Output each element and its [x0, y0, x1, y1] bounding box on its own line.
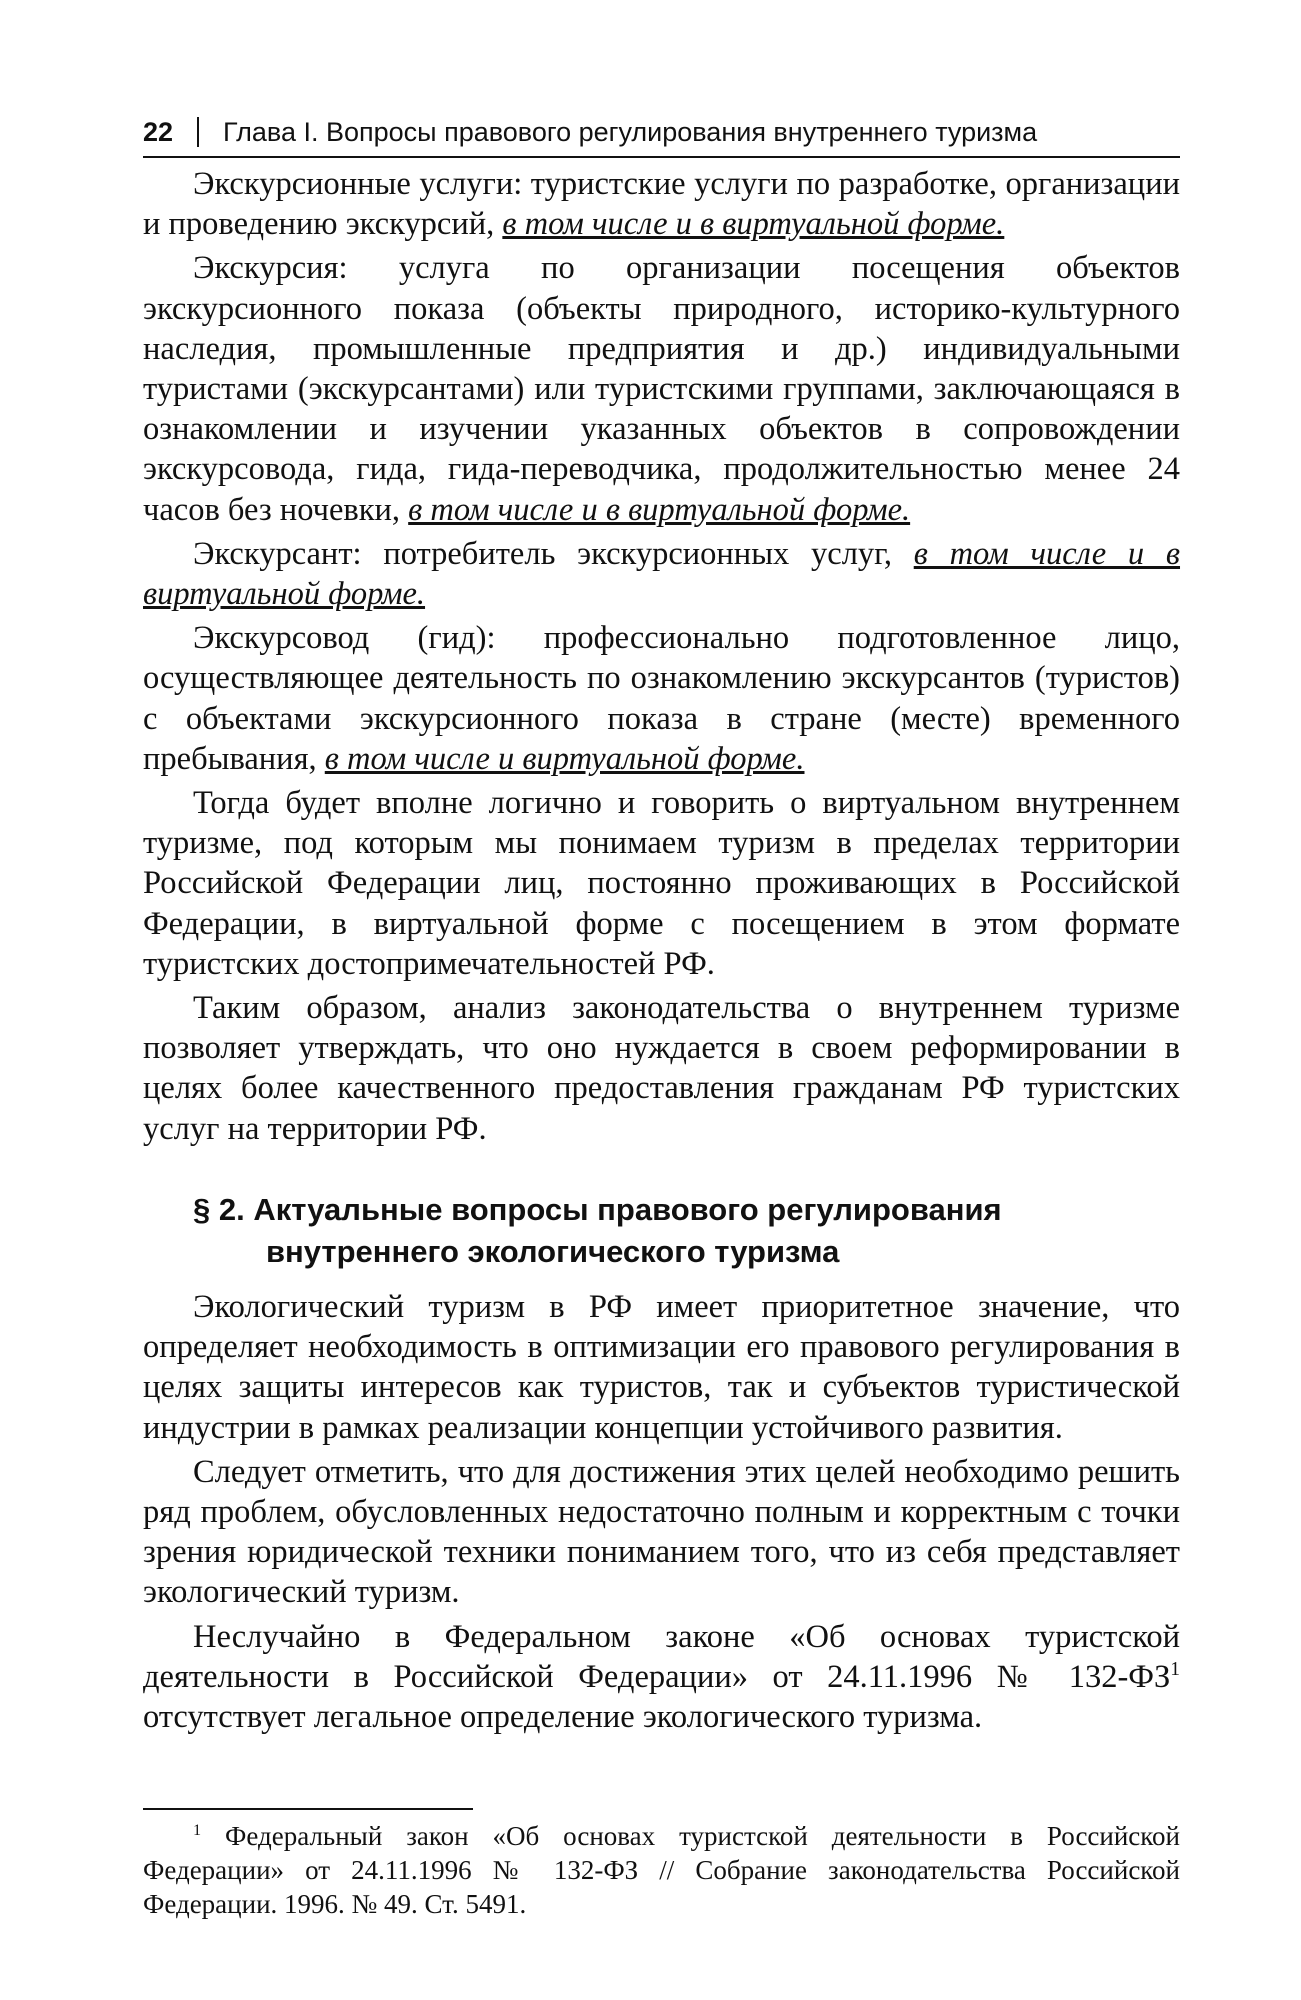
- section-heading: [193, 1189, 1093, 1273]
- paragraph: Таким образом, анализ законодательства о внутреннем туризме позволяет утверждать, что оно нуждается в своем реформировании в целях более качественного предоставления гражданам РФ туристских услуг на территории РФ.: [143, 990, 1180, 1147]
- paragraph: Тогда будет вполне логично и говорить о виртуальном внутреннем туризме, под которым мы понимаем туризм в пределах территории Российской Федерации лиц, постоянно проживающих в Российской Федерации, в виртуальной форме с посещением в этом формате туристских достопримечательностей РФ.: [143, 785, 1180, 982]
- section-title-line2: внутреннего экологического туризма: [266, 1234, 840, 1269]
- body-text-block-2: [143, 1287, 1180, 1741]
- footnote-marker: 1: [193, 1821, 202, 1839]
- paragraph: Экскурсия: услуга по организации посещения объектов экскурсионного показа (объекты природного, историко-культурного наследия, промышленные предприятия и др.) индивидуальными туристами (экскурсантами) или туристскими группами, заключающаяся в ознакомлении и изучении указанных объектов в сопровождении экскурсовода, гида, гида-переводчика, продолжительностью менее 24 часов без ночевки, в том числе и в виртуальной форме.: [143, 250, 1180, 528]
- footnote-text: Федеральный закон «Об основах туристской деятельности в Российской Федерации» от 24.11.1996 № 132-ФЗ // Собрание законодательства Российской Федерации. 1996. № 49. Ст. 5491.: [143, 1821, 1180, 1919]
- chapter-title: Глава I. Вопросы правового регулирования внутреннего туризма: [223, 116, 1038, 147]
- footnote-ref[interactable]: 1: [1170, 1659, 1180, 1680]
- paragraph: Экскурсовод (гид): профессионально подготовленное лицо, осуществляющее деятельность по ознакомлению экскурсантов (туристов) с объектами экскурсионного показа в стране (месте) временного пребывания, в том числе и виртуальной форме.: [143, 620, 1180, 777]
- section-number: § 2.: [193, 1192, 245, 1227]
- footnote-divider: [143, 1808, 473, 1810]
- body-text-block-1: [143, 164, 1180, 1153]
- running-header: [143, 108, 1180, 158]
- paragraph: Неслучайно в Федеральном законе «Об основах туристской деятельности в Российской Федерации» от 24.11.1996 № $132-ФЗ^1$ отсутствует легальное определение экологического туризма.: [143, 1618, 1180, 1736]
- footnote: [143, 1819, 1180, 1921]
- page-number: 22: [143, 116, 174, 147]
- paragraph: Экскурсионные услуги: туристские услуги по разработке, организации и проведению экскурсий, в том числе и в виртуальной форме.: [143, 166, 1180, 243]
- section-title-line1: Актуальные вопросы правового регулирования: [253, 1192, 1002, 1227]
- paragraph: Экологический туризм в РФ имеет приоритетное значение, что определяет необходимость в оптимизации его правового регулирования в целях защиты интересов как туристов, так и субъектов туристической индустрии в рамках реализации концепции устойчивого развития.: [143, 1289, 1180, 1446]
- paragraph: Следует отметить, что для достижения этих целей необходимо решить ряд проблем, обусловленных недостаточно полным и корректным с точки зрения юридической техники пониманием того, что из себя представляет экологический туризм.: [143, 1453, 1180, 1611]
- header-separator: [197, 117, 199, 147]
- paragraph: Экскурсант: потребитель экскурсионных услуг, в том числе и в виртуальной форме.: [143, 535, 1181, 613]
